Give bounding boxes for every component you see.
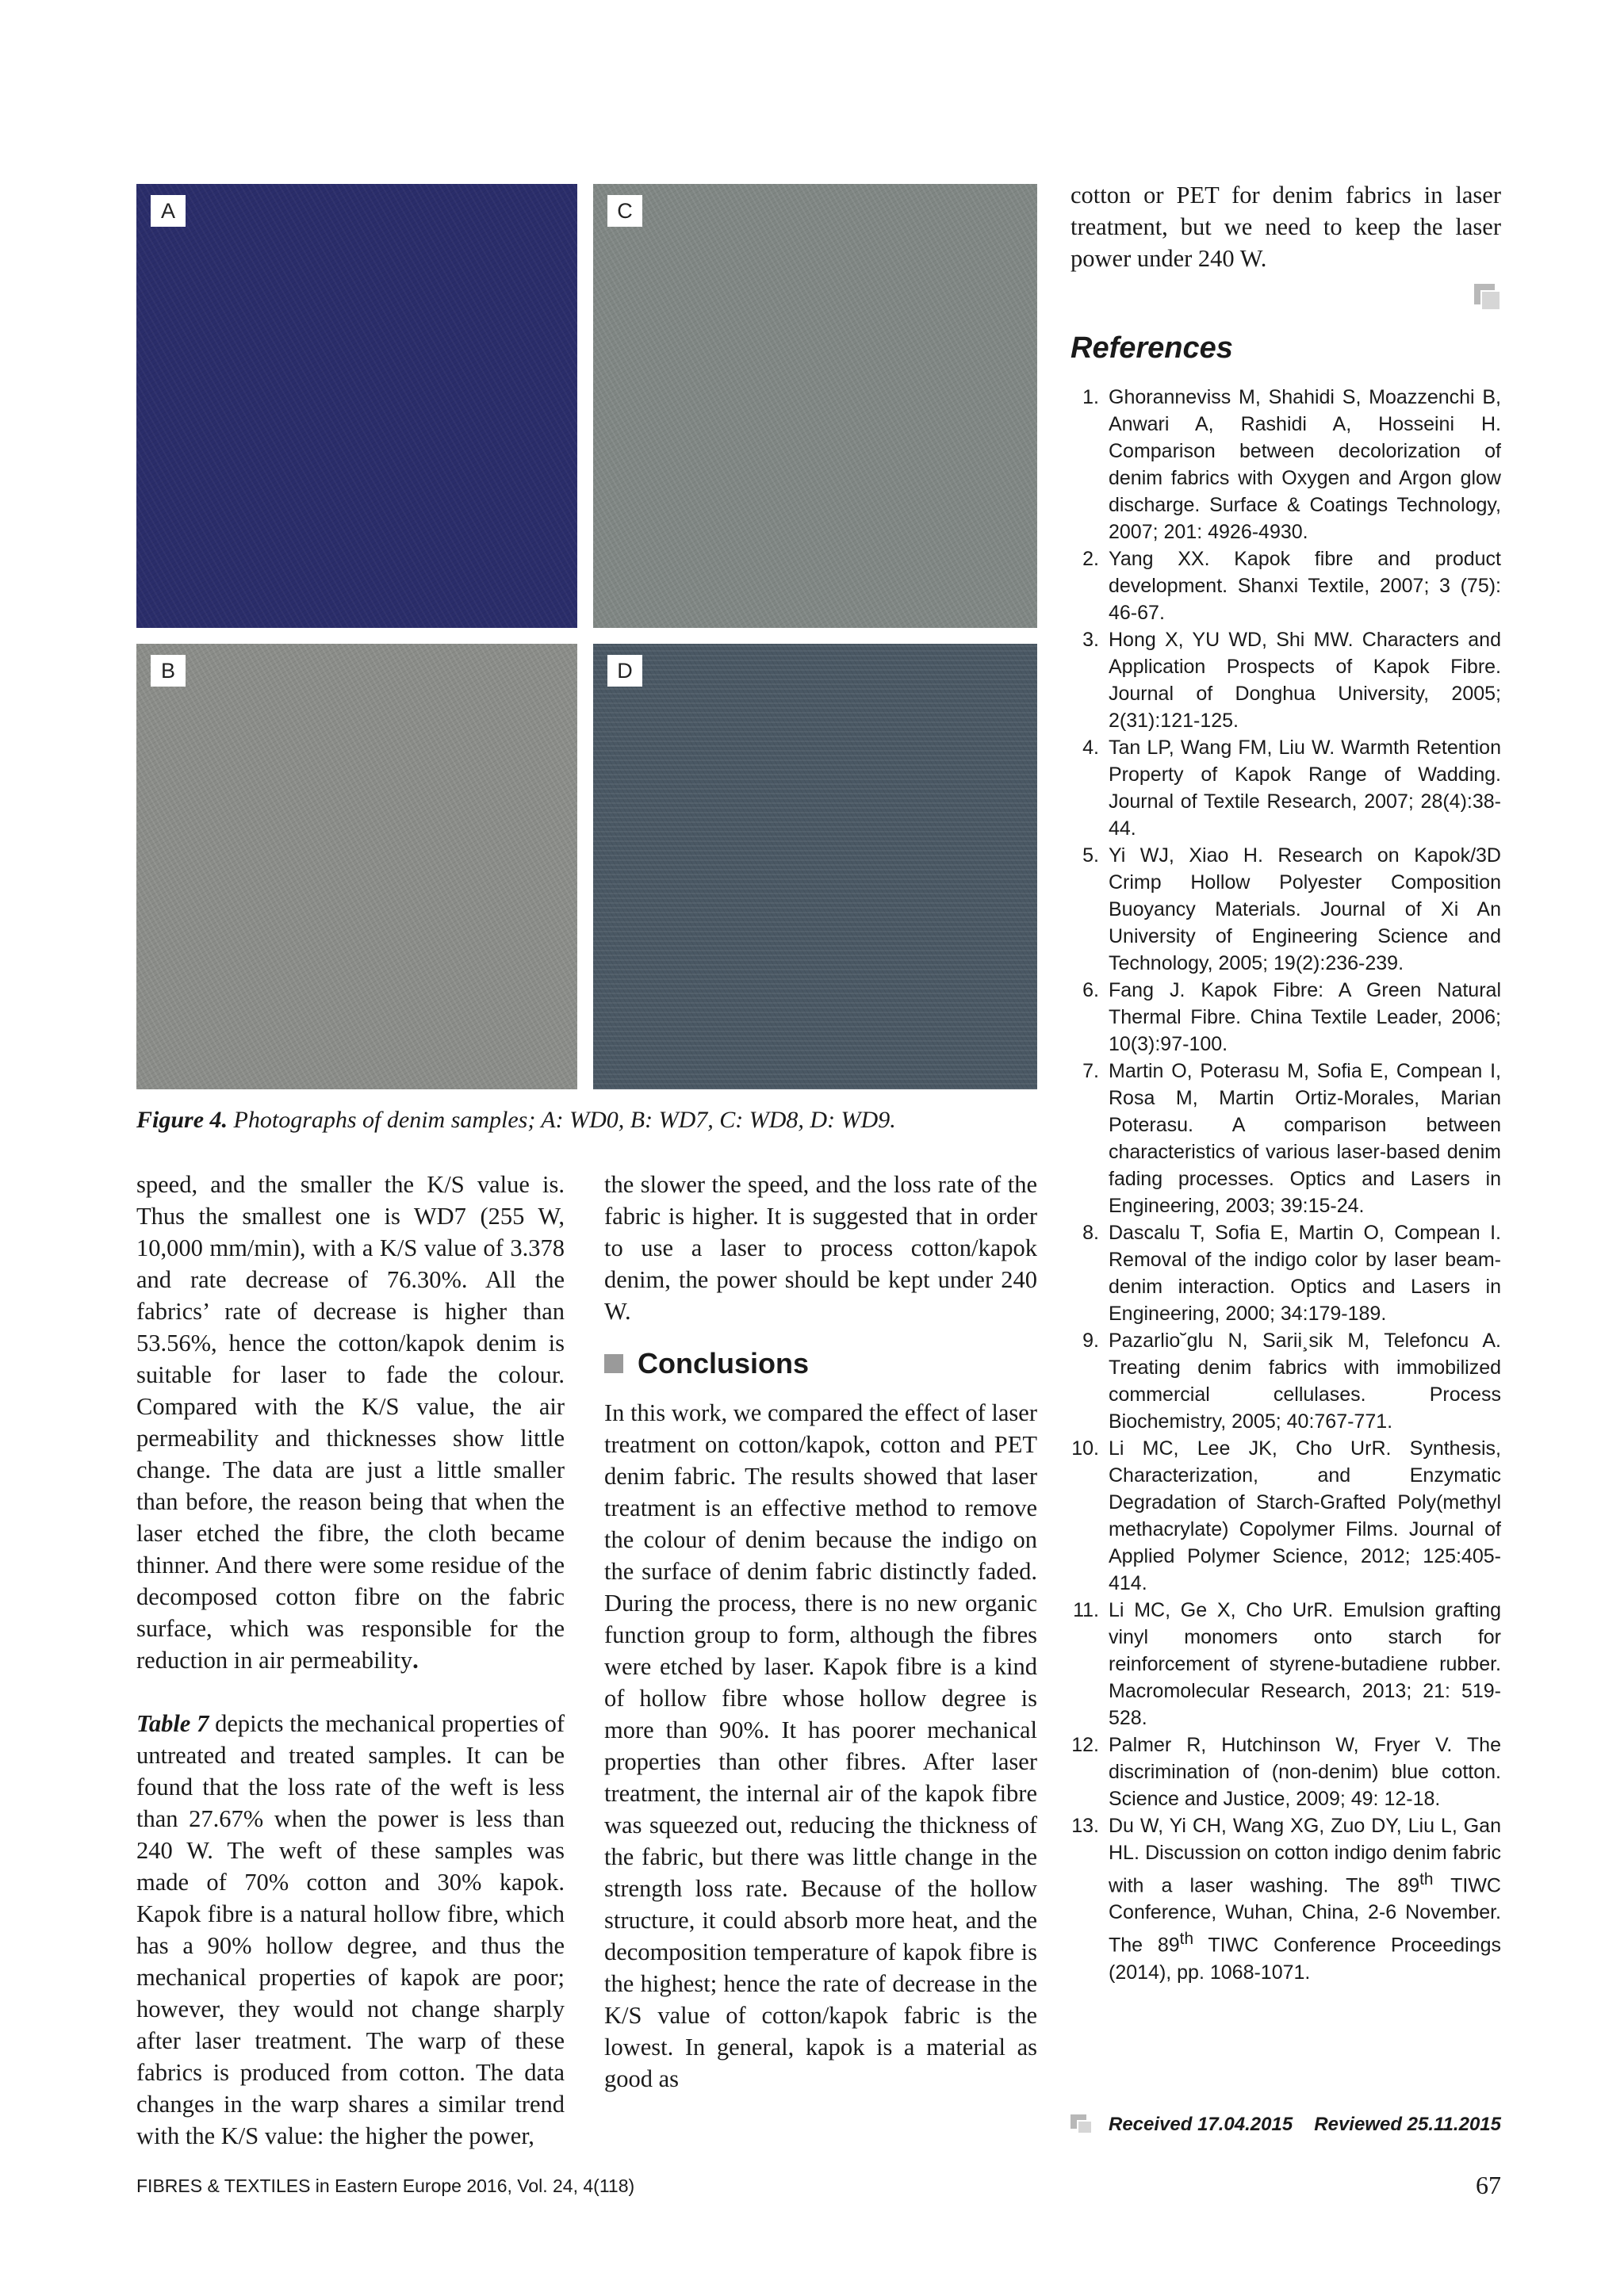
end-of-text-icon <box>1071 284 1501 311</box>
reference-number: 11. <box>1073 1599 1099 1621</box>
figure-caption <box>136 1105 1040 1135</box>
reference-text: Pazarlio˘glu N, Sarii¸sik M, Telefoncu A. Treating denim fabrics with immobilized commercial cellulases. Process Biochemistry, 2005; 40:767-771. <box>1109 1330 1501 1433</box>
paragraph: cotton or PET for denim fabrics in laser treatment, but we need to keep the laser power under 240 W. <box>1071 182 1501 272</box>
reference-number: 7. <box>1082 1060 1099 1082</box>
reference-text: Li MC, Lee JK, Cho UrR. Synthesis, Characterization, and Enzymatic Degradation of Starch-Grafted Poly(methyl methacrylate) Copolymer Films. Journal of Applied Polymer Science, 2012; 125:405-414. <box>1109 1437 1501 1594</box>
reference-item <box>1071 1812 1501 1986</box>
photo-wd7 <box>136 644 577 1089</box>
reference-text: Li MC, Ge X, Cho UrR. Emulsion grafting vinyl monomers onto starch for reinforcement of styrene-butadiene rubber. Macromolecular Research, 2013; 21: 519-528. <box>1109 1599 1501 1729</box>
conclusions-heading <box>604 1346 1037 1381</box>
reference-number: 5. <box>1082 844 1099 867</box>
reference-text: Yi WJ, Xiao H. Research on Kapok/3D Crimp Hollow Polyester Composition Buoyancy Materials. Journal of Xi An University of Engineering Science and Technology, 2005; 19(2):236-239. <box>1109 844 1501 974</box>
reference-text: Tan LP, Wang FM, Liu W. Warmth Retention Property of Kapok Range of Wadding. Journal of Textile Research, 2007; 28(4):38-44. <box>1109 737 1501 840</box>
reference-item <box>1071 626 1501 734</box>
reference-text: Fang J. Kapok Fibre: A Green Natural Thermal Fibre. China Textile Leader, 2006; 10(3):97-100. <box>1109 979 1501 1055</box>
panel-label-c: C <box>607 195 642 227</box>
reference-text: Du W, Yi CH, Wang XG, Zuo DY, Liu L, Gan HL. Discussion on cotton indigo denim fabric with a laser washing. The 89th TIWC Conference, Wuhan, China, 2-6 November. The 89th TIWC Conference Proceedings (2014), pp. 1068-1071. <box>1109 1815 1501 1984</box>
section-square-icon <box>604 1354 623 1373</box>
reviewed-date: Reviewed 25.11.2015 <box>1314 2114 1501 2135</box>
reference-number: 10. <box>1071 1437 1099 1460</box>
received-date: Received 17.04.2015 <box>1109 2114 1293 2135</box>
reference-item <box>1071 1732 1501 1812</box>
reference-item <box>1071 842 1501 977</box>
photo-wd9 <box>593 644 1037 1089</box>
table-reference: Table 7 <box>136 1710 209 1737</box>
reference-text: Ghoranneviss M, Shahidi S, Moazzenchi B, Anwari A, Rashidi A, Hosseini H. Comparison between decolorization of denim fabrics with Oxygen and Argon glow discharge. Surface & Coatings Technology, 2007; 201: 4926-4930. <box>1109 386 1501 543</box>
paragraph: the slower the speed, and the loss rate of the fabric is higher. It is suggested that in order to use a laser to process cotton/kapok denim, the power should be kept under 240 W. <box>604 1171 1037 1325</box>
paragraph: In this work, we compared the effect of laser treatment on cotton/kapok, cotton and PET denim fabric. The results showed that laser treatment is an effective method to remove the colour of denim because the indigo on the surface of denim fabric distinctly faded. During the process, there is no new organic function group to form, although the fibres were etched by laser. Kapok fibre is a kind of hollow fibre whose hollow degree is more than 90%. It has poorer mechanical properties than other fibres. After laser treatment, the internal air of the kapok fibre was squeezed out, reducing the thickness of the fabric, but there was little change in the strength loss rate. Because of the hollow structure, it could absorb more heat, and the decomposition temperature of kapok fibre is the highest; hence the rate of decrease in the K/S value of cotton/kapok fabric is the lowest. In general, kapok is a material as good as <box>604 1399 1037 2092</box>
reference-text: Yang XX. Kapok fibre and product development. Shanxi Textile, 2007; 3 (75): 46-67. <box>1109 548 1501 624</box>
paragraph-text: depicts the mechanical properties of untreated and treated samples. It can be found that the loss rate of the weft is less than 27.67% when the power is less than 240 W. The weft of these samples was made of 70% cotton and 30% kapok. Kapok fibre is a natural hollow fibre, which has a 90% hollow degree, and thus the mechanical properties of kapok are poor; however, they would not change sharply after laser treatment. The warp of these fabrics is produced from cotton. The data changes in the warp shares a similar trend with the K/S value: the higher the power, <box>136 1710 565 2149</box>
reference-number: 12. <box>1071 1734 1099 1756</box>
reference-item <box>1071 384 1501 545</box>
paragraph <box>136 1169 565 1676</box>
reference-item <box>1071 1327 1501 1435</box>
reference-number: 9. <box>1082 1330 1099 1352</box>
reference-item <box>1071 1435 1501 1597</box>
reference-number: 8. <box>1082 1222 1099 1244</box>
reference-number: 1. <box>1082 386 1099 408</box>
reference-text: Martin O, Poterasu M, Sofia E, Compean I, Rosa M, Martin Ortiz-Morales, Marian Poterasu. A comparison between characteristics of various laser-based denim fading processes. Optics and Lasers in Engineering, 2003; 39:15-24. <box>1109 1060 1501 1217</box>
paragraph <box>136 1708 565 2152</box>
reference-text: Dascalu T, Sofia E, Martin O, Compean I. Removal of the indigo color by laser beam-denim interaction. Optics and Lasers in Engineering, 2000; 34:179-189. <box>1109 1222 1501 1325</box>
photo-wd8 <box>593 184 1037 628</box>
paragraph-text: speed, and the smaller the K/S value is. Thus the smallest one is WD7 (255 W, 10,000 mm/min), with a K/S value of 3.378 and rate decrease of 76.30%. All the fabrics’ rate of decrease is higher than 53.56%, hence the cotton/kapok denim is suitable for laser to fade the colour. Compared with the K/S value, the air permeability and thicknesses show little change. The data are just a little smaller than before, the reason being that when the laser etched the fibre, the cloth became thinner. And there were some residue of the decomposed cotton fibre on the fabric surface, which was responsible for the reduction in air permeability <box>136 1171 565 1674</box>
panel-label-d: D <box>607 655 642 687</box>
reference-number: 6. <box>1082 979 1099 1001</box>
reference-text: Hong X, YU WD, Shi MW. Characters and Application Prospects of Kapok Fibre. Journal of Donghua University, 2005; 2(31):121-125. <box>1109 629 1501 732</box>
column-right <box>1071 179 1501 1986</box>
photo-wd0 <box>136 184 577 628</box>
paragraph-end: . <box>412 1647 419 1674</box>
journal-footer: FIBRES & TEXTILES in Eastern Europe 2016, Vol. 24, 4(118) <box>136 2175 635 2196</box>
reference-item <box>1071 1219 1501 1327</box>
reference-item <box>1071 545 1501 626</box>
reference-text: Palmer R, Hutchinson W, Fryer V. The discrimination of (non-denim) blue cotton. Science and Justice, 2009; 49: 12-18. <box>1109 1734 1501 1810</box>
reference-item <box>1071 734 1501 842</box>
figure-caption-text: Photographs of denim samples; A: WD0, B: WD7, C: WD8, D: WD9. <box>228 1107 896 1133</box>
reference-number: 2. <box>1082 548 1099 570</box>
column-middle <box>604 1169 1037 2095</box>
reference-number: 4. <box>1082 737 1099 759</box>
end-of-article-icon <box>1071 2114 1094 2135</box>
references-heading: References <box>1071 331 1233 365</box>
figure-caption-label: Figure 4. <box>136 1107 228 1133</box>
panel-label-a: A <box>151 195 186 227</box>
reference-item <box>1071 1597 1501 1732</box>
reference-number: 13. <box>1071 1815 1099 1837</box>
reference-number: 3. <box>1082 629 1099 651</box>
reference-item <box>1071 977 1501 1058</box>
column-left <box>136 1169 565 2152</box>
reference-list <box>1071 384 1501 1986</box>
conclusions-heading-text: Conclusions <box>638 1347 810 1380</box>
page-number: 67 <box>1476 2171 1501 2199</box>
panel-label-b: B <box>151 655 186 687</box>
received-line <box>1071 2112 1501 2137</box>
reference-item <box>1071 1058 1501 1219</box>
